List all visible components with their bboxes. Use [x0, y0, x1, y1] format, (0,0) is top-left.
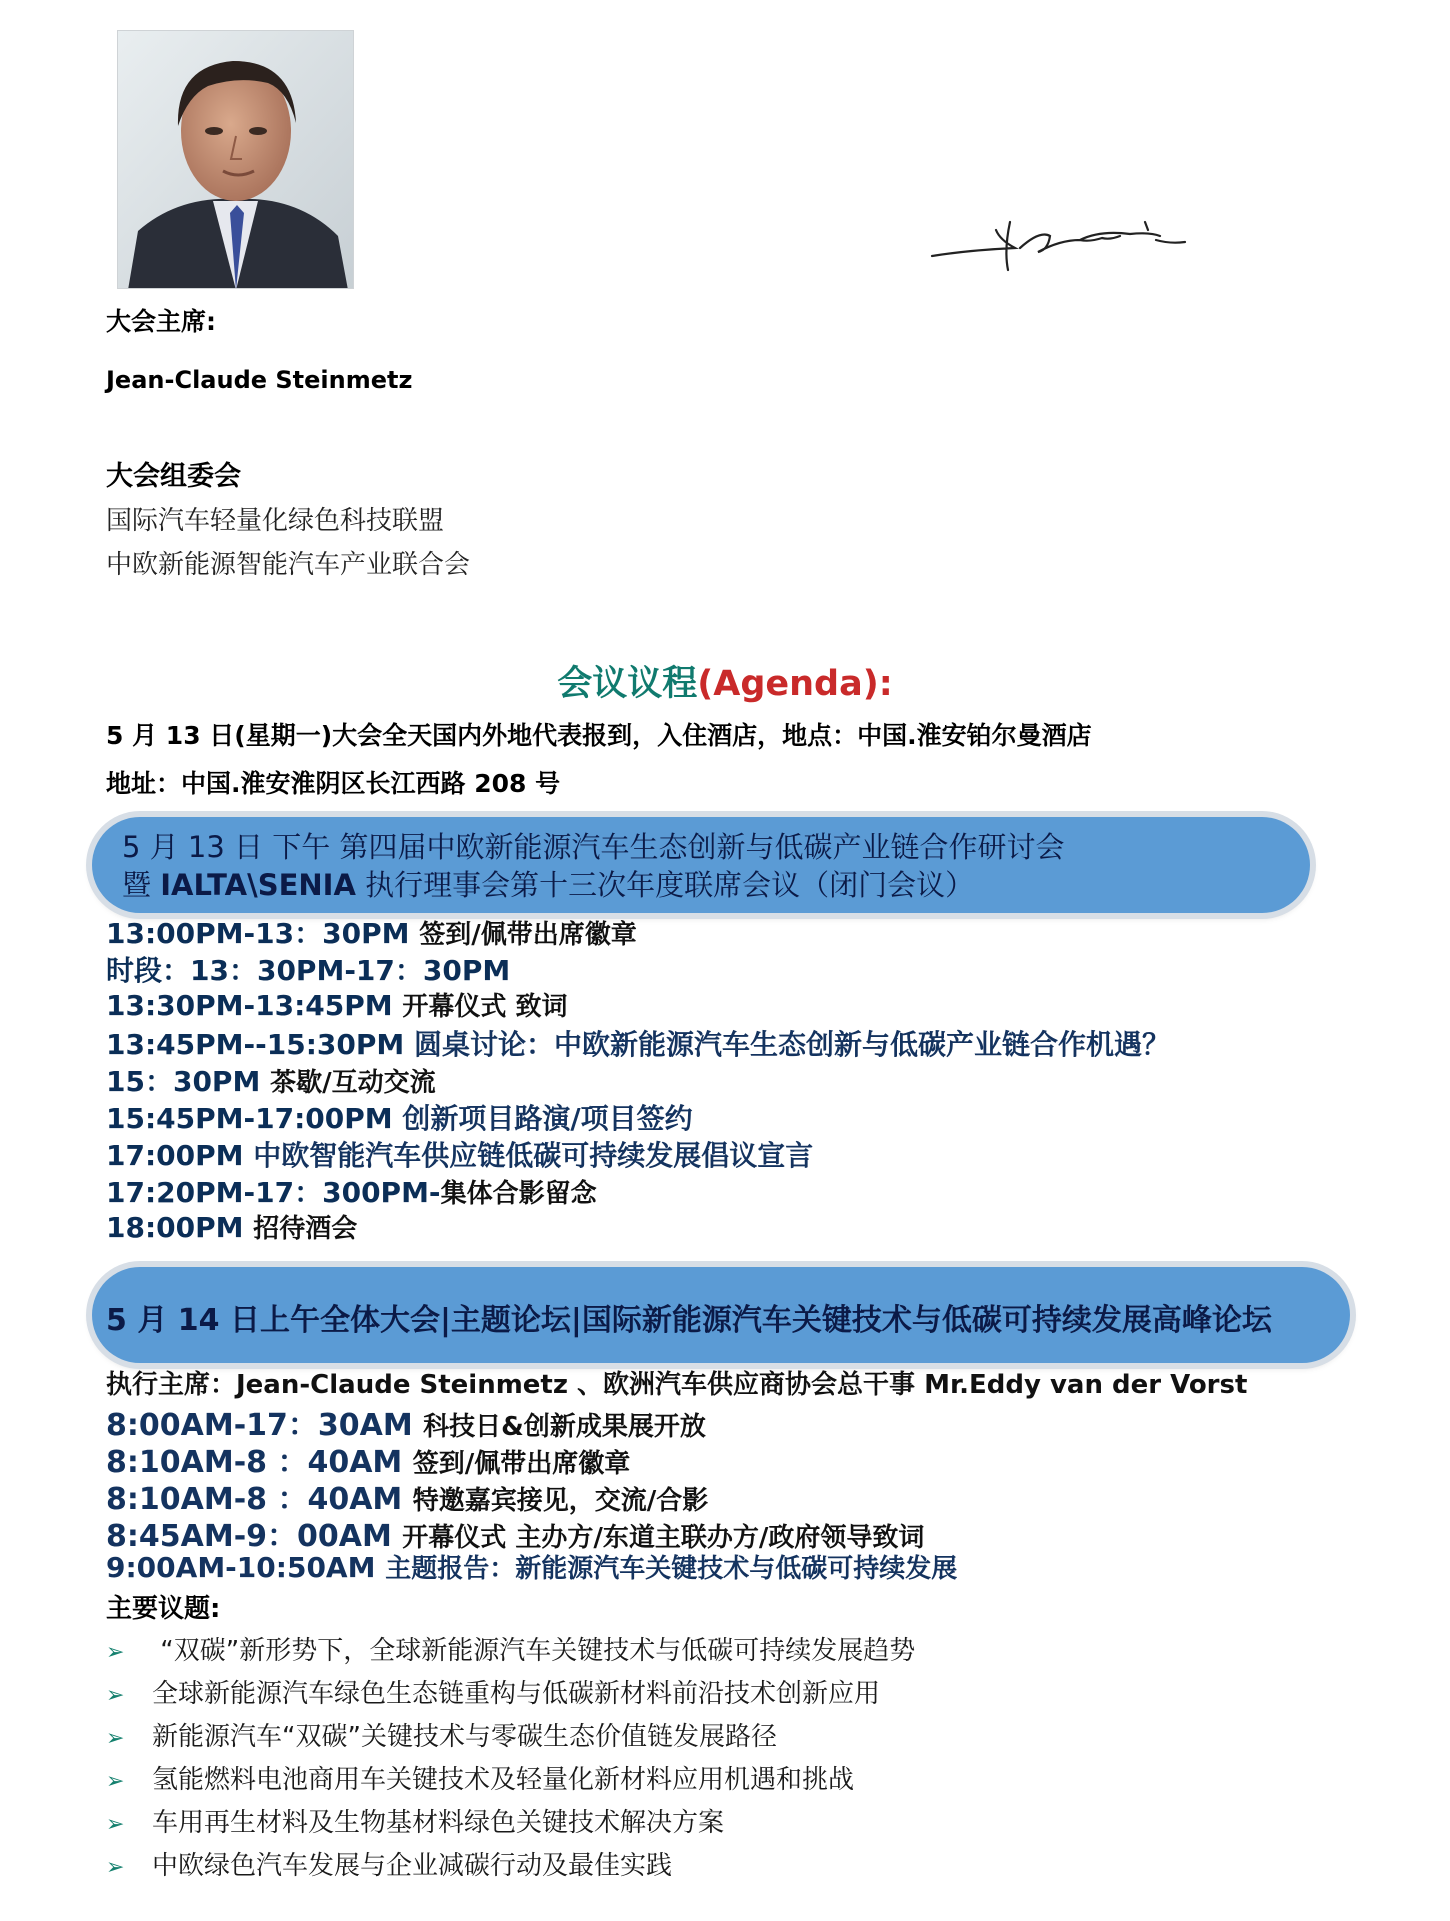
session-1-banner-line-1: [122, 825, 1064, 866]
session-1-title: 第四届中欧新能源汽车生态创新与低碳产业链合作研讨会: [330, 830, 1065, 864]
arrow-bullet-icon: ➢: [106, 1855, 125, 1880]
topic-item: ➢ “双碳”新形势下，全球新能源汽车关键技术与低碳可持续发展趋势: [106, 1636, 916, 1666]
session-1-date: 5 月 13 日 下午: [122, 830, 331, 864]
session-1-row: 15：30PM 茶歇/互动交流: [106, 1065, 436, 1098]
session-2-row: 8:10AM-8 ：40AM 签到/佩带出席徽章: [106, 1445, 631, 1480]
session-1-row: 13:00PM-13：30PM 签到/佩带出席徽章: [106, 917, 637, 950]
chair-signature: [930, 210, 1190, 280]
session-2-row: 8:45AM-9：00AM 开幕仪式 主办方/东道主联办方/政府领导致词: [106, 1519, 925, 1554]
arrow-bullet-icon: ➢: [106, 1812, 125, 1837]
topic-item: ➢ 氢能燃料电池商用车关键技术及轻量化新材料应用机遇和挑战: [106, 1765, 855, 1795]
committee-org-2: 中欧新能源智能汽车产业联合会: [106, 550, 471, 580]
committee-org-1: 国际汽车轻量化绿色科技联盟: [106, 506, 445, 536]
arrow-bullet-icon: ➢: [106, 1726, 125, 1751]
topic-item: ➢ 全球新能源汽车绿色生态链重构与低碳新材料前沿技术创新应用: [106, 1679, 881, 1709]
arrow-bullet-icon: ➢: [106, 1640, 125, 1665]
session-2-banner-text: 5 月 14 日上午全体大会|主题论坛|国际新能源汽车关键技术与低碳可持续发展高峰论坛: [106, 1303, 1272, 1338]
session-1-row: 13:30PM-13:45PM 开幕仪式 致词: [106, 989, 568, 1022]
topic-item: ➢ 中欧绿色汽车发展与企业减碳行动及最佳实践: [106, 1851, 673, 1881]
session-1-line2-prefix: 暨: [122, 868, 161, 902]
session-1-row: 17:20PM-17：300PM-集体合影留念: [106, 1176, 597, 1209]
registration-info: 5 月 13 日(星期一)大会全天国内外地代表报到，入住酒店，地点：中国.淮安铂尔曼酒店: [106, 721, 1092, 750]
session-1-banner-line-2: [122, 863, 974, 904]
chair-portrait: [117, 30, 354, 289]
session-1-row: 15:45PM-17:00PM 创新项目路演/项目签约: [106, 1102, 693, 1135]
session-1-row: 时段：13：30PM-17：30PM: [106, 954, 511, 987]
address-info: 地址：中国.淮安淮阴区长江西路 208 号: [106, 769, 561, 798]
session-1-line2-rest: 执行理事会第十三次年度联席会议（闭门会议）: [355, 868, 975, 902]
arrow-bullet-icon: ➢: [106, 1683, 125, 1708]
topics-label: 主要议题:: [106, 1594, 221, 1624]
arrow-bullet-icon: ➢: [106, 1769, 125, 1794]
session-1-banner: [92, 817, 1310, 913]
session-2-row: 8:10AM-8 ：40AM 特邀嘉宾接见，交流/合影: [106, 1482, 709, 1517]
topic-item: ➢ 车用再生材料及生物基材料绿色关键技术解决方案: [106, 1808, 725, 1838]
session-2-row: 9:00AM-10:50AM 主题报告：新能源汽车关键技术与低碳可持续发展: [106, 1551, 958, 1584]
agenda-title-en: (Agenda):: [697, 664, 893, 704]
topic-item: ➢ 新能源汽车“双碳”关键技术与零碳生态价值链发展路径: [106, 1722, 777, 1752]
session-1-row: 17:00PM 中欧智能汽车供应链低碳可持续发展倡议宣言: [106, 1139, 814, 1172]
session-2-row: 8:00AM-17：30AM 科技日&创新成果展开放: [106, 1408, 706, 1443]
session-1-row: 13:45PM--15:30PM 圆桌讨论：中欧新能源汽车生态创新与低碳产业链合作机遇？: [106, 1028, 1171, 1061]
session-1-row: 18:00PM 招待酒会: [106, 1211, 358, 1244]
agenda-title: [0, 656, 1450, 706]
chair-label: 大会主席:: [106, 307, 216, 336]
executive-chair: 执行主席：Jean-Claude Steinmetz 、欧洲汽车供应商协会总干事 Mr.Eddy van der Vorst: [106, 1370, 1248, 1400]
chair-name: Jean-Claude Steinmetz: [106, 366, 413, 394]
committee-label: 大会组委会: [106, 461, 241, 492]
session-1-line2-org: IALTA\SENIA: [160, 868, 356, 902]
session-2-banner: [92, 1267, 1350, 1363]
agenda-title-cn: 会议议程: [557, 664, 698, 704]
